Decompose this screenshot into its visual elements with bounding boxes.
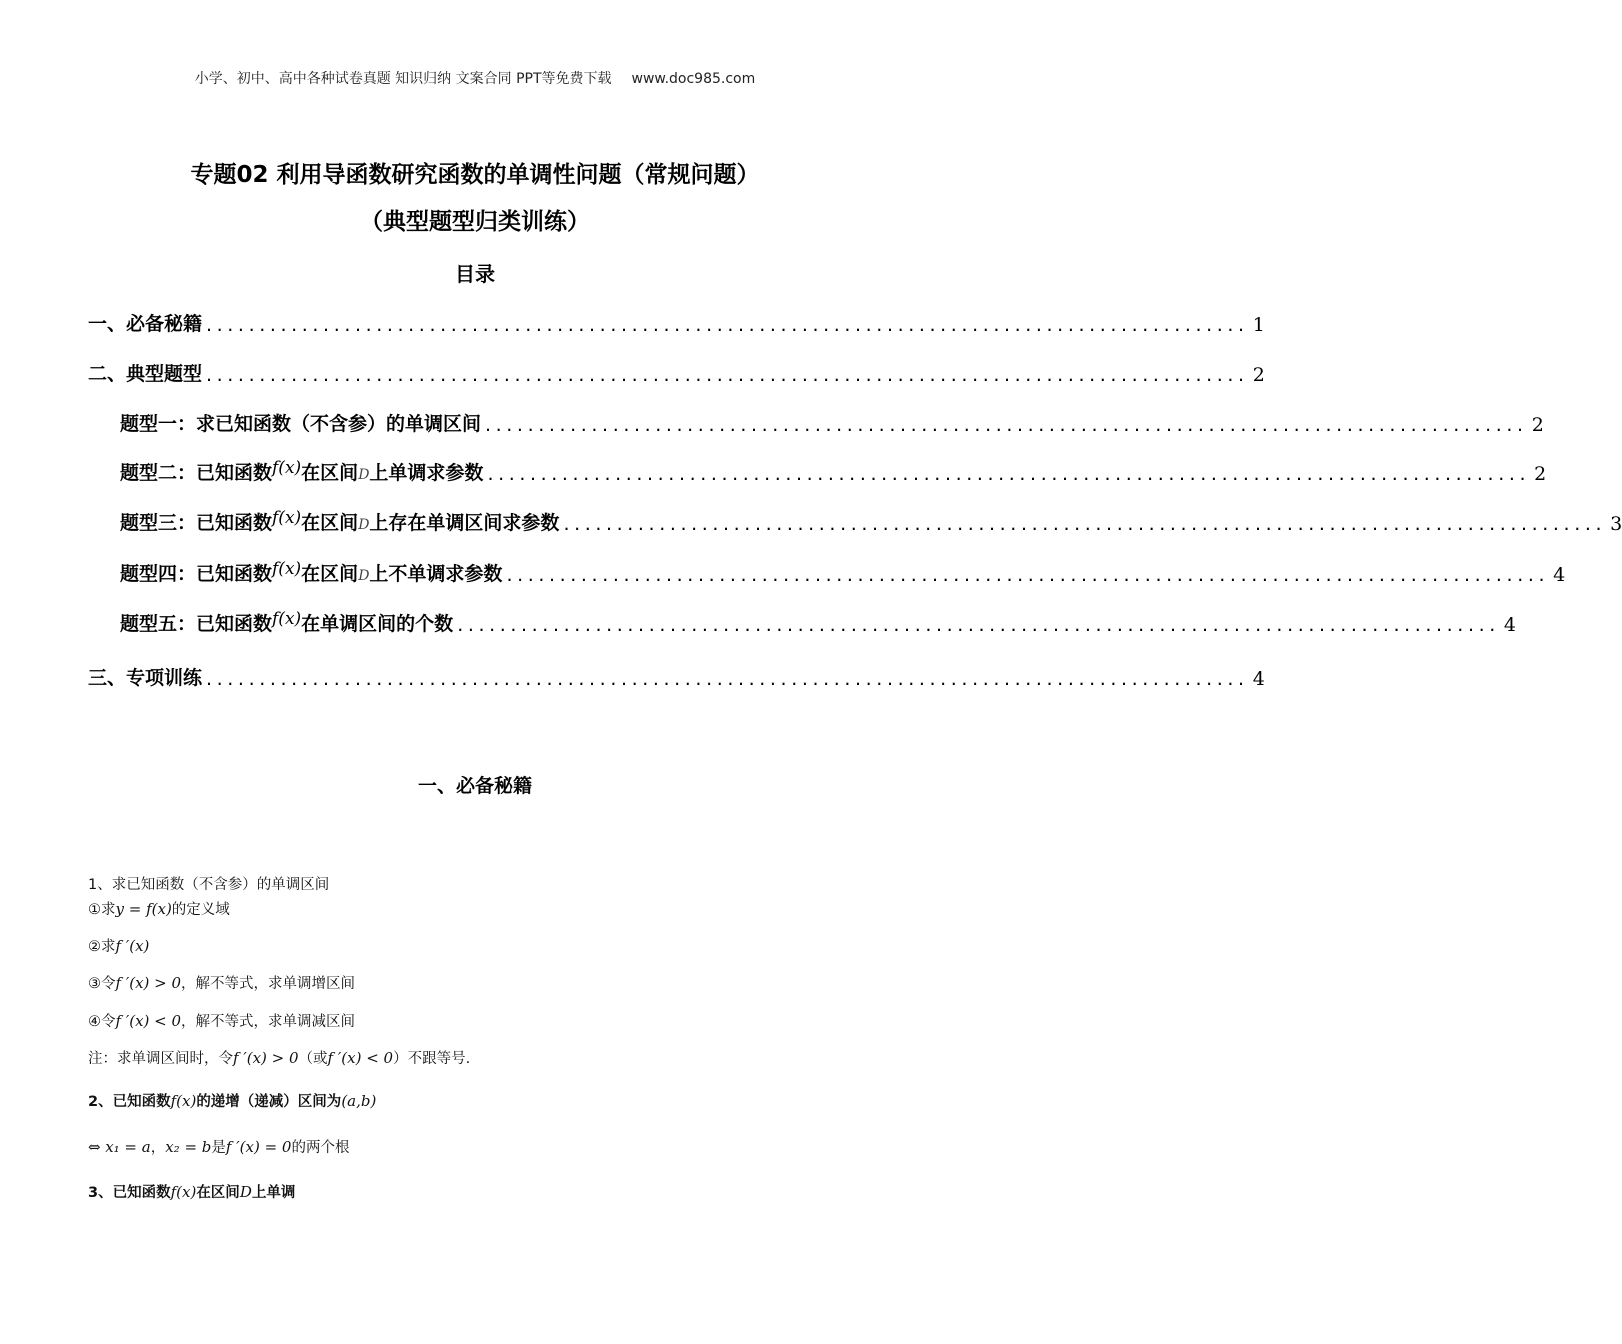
math-expr: f ′(x) > 0 xyxy=(115,974,182,992)
math-expr: x₁ = a xyxy=(105,1138,151,1156)
math-expr: f(x) xyxy=(170,1092,197,1110)
toc-item[interactable] xyxy=(88,660,1265,690)
banner-text: 小学、初中、高中各种试卷真题 知识归纳 文案合同 PPT等免费下载 xyxy=(194,71,612,87)
math-expr: y = f(x) xyxy=(115,900,172,918)
paragraph-1: 1、求已知函数（不含参）的单调区间 xyxy=(88,877,330,893)
toc-text: 上单调求参数 xyxy=(369,462,484,484)
math-expr: f ′(x) xyxy=(115,937,150,955)
para-text: ， xyxy=(150,1140,166,1156)
note-text: （或 xyxy=(298,1051,328,1067)
toc-item-page: 2 xyxy=(1534,463,1547,485)
toc-leader: .................................................................................................. xyxy=(206,668,1249,690)
step-1 xyxy=(88,898,230,919)
step-text: ①求 xyxy=(88,902,116,918)
toc-item-label: 二、典型题型 xyxy=(88,363,203,385)
para-text: 的两个根 xyxy=(291,1140,350,1156)
note-text: ）不跟等号. xyxy=(393,1051,471,1067)
step-text: ③令 xyxy=(88,976,116,992)
section-heading: 一、必备秘籍 xyxy=(417,775,532,797)
toc-text: 上存在单调区间求参数 xyxy=(369,512,560,534)
toc-item-page: 1 xyxy=(1252,314,1265,336)
toc-text: 题型二：已知函数 xyxy=(120,462,273,484)
toc-item-label: 一、必备秘籍 xyxy=(88,313,203,335)
para-text: 的递增（递减）区间为 xyxy=(196,1094,342,1110)
toc-leader: .................................................................................................. xyxy=(485,414,1528,436)
toc-item[interactable] xyxy=(88,306,1265,336)
para-text: 3、已知函数 xyxy=(88,1185,171,1201)
step-text: ②求 xyxy=(88,939,116,955)
math-expr: f ′(x) < 0 xyxy=(327,1049,394,1067)
note xyxy=(88,1047,470,1068)
toc-text: 在区间 xyxy=(301,563,359,585)
toc-leader: .................................................................................................. xyxy=(506,564,1550,586)
iff-arrow: ⇔ xyxy=(88,1138,101,1156)
math-expr: D xyxy=(239,1183,252,1201)
toc-leader: .................................................................................................. xyxy=(563,513,1607,535)
para-text: 上单调 xyxy=(251,1185,296,1201)
toc-text: 在区间 xyxy=(301,512,359,534)
paragraph-2 xyxy=(88,1090,376,1111)
step-text: ④令 xyxy=(88,1014,116,1030)
paragraph-3 xyxy=(88,1181,295,1202)
toc-item-label: 题型一：求已知函数（不含参）的单调区间 xyxy=(120,413,482,435)
toc-leader: .................................................................................................. xyxy=(206,364,1249,386)
toc-item-page: 2 xyxy=(1531,414,1544,436)
toc-text: 题型五：已知函数 xyxy=(120,613,273,635)
math-d: D xyxy=(358,568,370,584)
toc-leader: .................................................................................................. xyxy=(457,614,1500,636)
step-2 xyxy=(88,935,149,956)
step-text: ，解不等式，求单调减区间 xyxy=(181,1014,356,1030)
toc-item-label xyxy=(120,458,483,485)
step-text: ，解不等式，求单调增区间 xyxy=(181,976,356,992)
banner-site[interactable]: www.doc985.com xyxy=(631,71,756,87)
toc-item-label xyxy=(120,609,453,636)
toc-item[interactable] xyxy=(120,606,1516,636)
toc-heading: 目录 xyxy=(455,262,495,286)
math-fx: f(x) xyxy=(272,609,302,629)
toc-item-label: 三、专项训练 xyxy=(88,667,203,689)
note-text: 注：求单调区间时，令 xyxy=(88,1051,233,1067)
toc-text: 上不单调求参数 xyxy=(369,563,503,585)
paragraph-2-condition xyxy=(88,1136,349,1157)
toc-leader: .................................................................................................. xyxy=(206,314,1249,336)
toc-item[interactable] xyxy=(120,505,1622,535)
toc-item-page: 2 xyxy=(1252,364,1265,386)
toc-text: 在区间 xyxy=(301,462,359,484)
toc-text: 题型四：已知函数 xyxy=(120,563,273,585)
toc-item-label xyxy=(120,559,502,586)
toc-item[interactable] xyxy=(88,356,1265,386)
step-3 xyxy=(88,972,355,993)
toc-item[interactable] xyxy=(120,406,1544,436)
doc-subtitle: （典型题型归类训练） xyxy=(360,209,590,235)
math-expr: f ′(x) < 0 xyxy=(115,1012,182,1030)
toc-text: 题型三：已知函数 xyxy=(120,512,273,534)
math-fx: f(x) xyxy=(272,559,302,579)
toc-item-page: 4 xyxy=(1503,614,1516,636)
para-text: 是 xyxy=(211,1140,226,1156)
math-d: D xyxy=(358,467,370,483)
toc-item-page: 4 xyxy=(1252,668,1265,690)
math-expr: f(x) xyxy=(170,1183,197,1201)
math-expr: f ′(x) = 0 xyxy=(225,1138,292,1156)
toc-item[interactable] xyxy=(120,556,1566,586)
toc-item-page: 3 xyxy=(1610,513,1622,535)
step-4 xyxy=(88,1010,355,1031)
math-d: D xyxy=(358,517,370,533)
toc-item[interactable] xyxy=(120,455,1547,485)
step-text: 的定义域 xyxy=(171,902,230,918)
toc-leader: .................................................................................................. xyxy=(487,463,1531,485)
para-text: 2、已知函数 xyxy=(88,1094,171,1110)
math-expr: f ′(x) > 0 xyxy=(233,1049,299,1067)
header-banner xyxy=(0,68,950,88)
toc-item-label xyxy=(120,508,559,535)
para-text: 在区间 xyxy=(196,1185,240,1201)
doc-title: 专题02 利用导函数研究函数的单调性问题（常规问题） xyxy=(190,162,760,188)
toc-text: 在单调区间的个数 xyxy=(301,613,454,635)
math-expr: (a,b) xyxy=(341,1092,377,1110)
math-expr: x₂ = b xyxy=(165,1138,212,1156)
toc-item-page: 4 xyxy=(1553,564,1566,586)
math-fx: f(x) xyxy=(272,458,302,478)
math-fx: f(x) xyxy=(272,508,302,528)
